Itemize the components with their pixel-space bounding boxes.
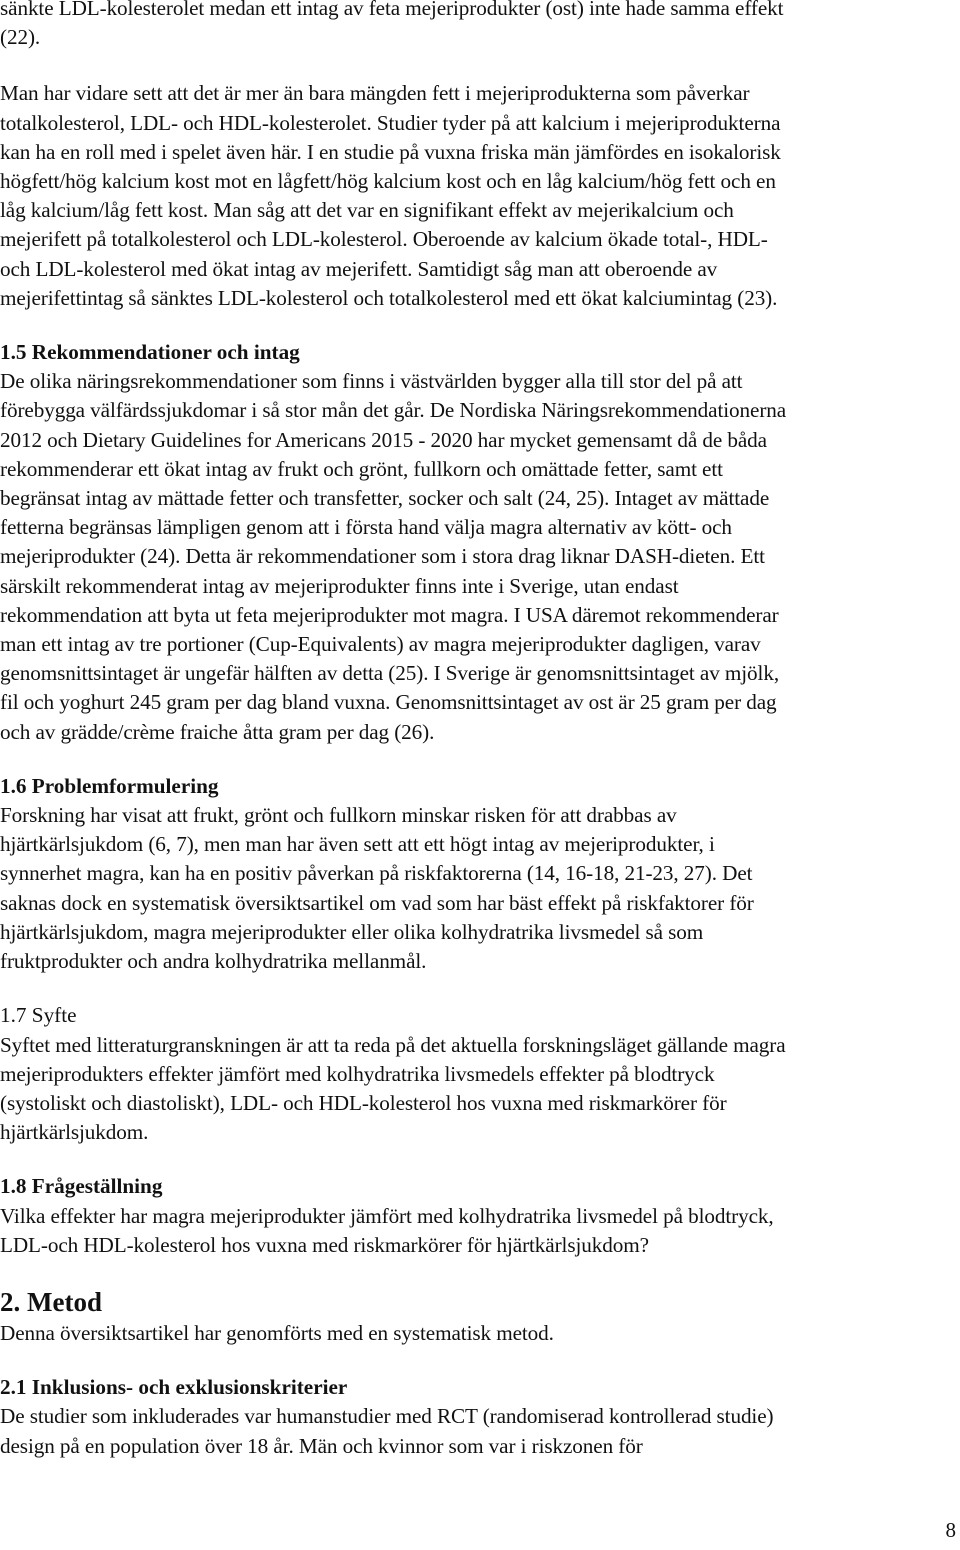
section-1-6-problem-statement — [0, 772, 960, 976]
text-line: kan ha en roll med i spelet även här. I en studie på vuxna friska män jämfördes en isokalorisk — [0, 139, 781, 164]
section-body — [0, 1319, 960, 1348]
text-line: mejerifettintag så sänktes LDL-kolesterol och totalkolesterol med ett ökat kalciumintag (23). — [0, 285, 778, 310]
section-heading: 1.7 Syfte — [0, 1003, 77, 1028]
text-line: rekommenderar ett ökat intag av frukt och grönt, fullkorn och omättade fetter, samt ett — [0, 456, 723, 481]
section-body — [0, 367, 960, 747]
text-line: högfett/hög kalcium kost mot en lågfett/hög kalcium kost och en låg kalcium/hög fett och en — [0, 169, 776, 194]
section-1-5-recommendations — [0, 338, 960, 747]
text-line: Forskning har visat att frukt, grönt och fullkorn minskar risken för att drabbas av — [0, 803, 677, 828]
text-line: 2012 och Dietary Guidelines for Americans 2015 - 2020 har mycket gemensamt då de båda — [0, 427, 767, 452]
text-line: låg kalcium/låg fett kost. Man såg att det var en signifikant effekt av mejerikalcium och — [0, 198, 734, 223]
section-heading: 1.5 Rekommendationer och intag — [0, 340, 300, 365]
section-2-1-inclusion-criteria — [0, 1373, 960, 1461]
text-line: hjärtkärlsjukdom, magra mejeriprodukter eller olika kolhydratrika livsmedel så som — [0, 919, 704, 944]
chapter-heading: 2. Metod — [0, 1286, 102, 1317]
text-line: mejeriprodukters effekter jämfört med kolhydratrika livsmedels effekter på blodtryck — [0, 1061, 715, 1086]
text-line: genomsnittsintaget är ungefär hälften av detta (25). I Sverige är genomsnittsintaget av mjölk, — [0, 661, 780, 686]
section-heading: 1.8 Frågeställning — [0, 1174, 163, 1199]
text-line: De olika näringsrekommendationer som finns i västvärlden bygger alla till stor del på att — [0, 369, 743, 394]
text-line: fruktprodukter och andra kolhydratrika mellanmål. — [0, 949, 427, 974]
text-line: och LDL-kolesterol med ökat intag av mejerifett. Samtidigt såg man att oberoende av — [0, 256, 718, 281]
text-line: Vilka effekter har magra mejeriprodukter jämfört med kolhydratrika livsmedel på blodtryck, — [0, 1203, 774, 1228]
paragraph-intro-continued — [0, 0, 960, 52]
text-line: (systoliskt och diastoliskt), LDL- och HDL-kolesterol hos vuxna med riskmarkörer för — [0, 1090, 727, 1115]
text-line: rekommendation att byta ut feta mejeriprodukter mot magra. I USA däremot rekommenderar — [0, 602, 779, 627]
section-body — [0, 1031, 960, 1148]
text-line: (22). — [0, 25, 41, 50]
section-heading: 1.6 Problemformulering — [0, 773, 219, 798]
text-line: design på en population över 18 år. Män och kvinnor som var i riskzonen för — [0, 1433, 643, 1458]
text-line: fil och yoghurt 245 gram per dag bland vuxna. Genomsnittsintaget av ost är 25 gram per dag — [0, 690, 777, 715]
section-body — [0, 801, 960, 976]
text-line: De studier som inkluderades var humanstudier med RCT (randomiserad kontrollerad studie) — [0, 1404, 774, 1429]
text-line: hjärtkärlsjukdom (6, 7), men man har även sett att ett högt intag av mejeriprodukter, i — [0, 832, 715, 857]
text-line: saknas dock en systematisk översiktsartikel om vad som har bäst effekt på riskfaktorer för — [0, 890, 754, 915]
text-line: Syftet med litteraturgranskningen är att ta reda på det aktuella forskningsläget gällande magra — [0, 1032, 786, 1057]
section-body — [0, 1202, 960, 1260]
text-line: förebygga välfärdssjukdomar i så stor mån det går. De Nordiska Näringsrekommendationerna — [0, 398, 787, 423]
text-line: mejerifett på totalkolesterol och LDL-kolesterol. Oberoende av kalcium ökade total-, HDL- — [0, 227, 768, 252]
section-1-7-aim — [0, 1001, 960, 1147]
text-line: och av grädde/crème fraiche åtta gram per dag (26). — [0, 719, 435, 744]
text-line: synnerhet magra, kan ha en positiv påverkan på riskfaktorerna (14, 16-18, 21-23, 27). Det — [0, 861, 753, 886]
text-line: sänkte LDL-kolesterolet medan ett intag av feta mejeriprodukter (ost) inte hade samma effekt — [0, 0, 784, 20]
section-body — [0, 1402, 960, 1460]
section-1-8-research-question — [0, 1172, 960, 1260]
text-line: hjärtkärlsjukdom. — [0, 1120, 149, 1145]
text-line: Denna översiktsartikel har genomförts med en systematisk metod. — [0, 1320, 554, 1345]
text-line: Man har vidare sett att det är mer än bara mängden fett i mejeriprodukterna som påverkar — [0, 81, 750, 106]
page-number: 8 — [945, 1518, 956, 1542]
section-heading: 2.1 Inklusions- och exklusionskriterier — [0, 1375, 348, 1400]
text-line: särskilt rekommenderat intag av mejeriprodukter finns inte i Sverige, utan endast — [0, 573, 679, 598]
text-line: LDL-och HDL-kolesterol hos vuxna med riskmarkörer för hjärtkärlsjukdom? — [0, 1232, 649, 1257]
paragraph-dairy-fat-calcium — [0, 79, 960, 313]
text-line: fetterna begränsas lämpligen genom att i första hand välja magra alternativ av kött- och — [0, 515, 732, 540]
text-line: man ett intag av tre portioner (Cup-Equivalents) av magra mejeriprodukter dagligen, varav — [0, 632, 761, 657]
text-line: mejeriprodukter (24). Detta är rekommendationer som i stora drag liknar DASH-dieten. Ett — [0, 544, 765, 569]
text-line: begränsat intag av mättade fetter och transfetter, socker och salt (24, 25). Intaget av mättade — [0, 486, 770, 511]
section-2-method — [0, 1285, 960, 1348]
text-line: totalkolesterol, LDL- och HDL-kolesterolet. Studier tyder på att kalcium i mejeriprodukterna — [0, 110, 781, 135]
